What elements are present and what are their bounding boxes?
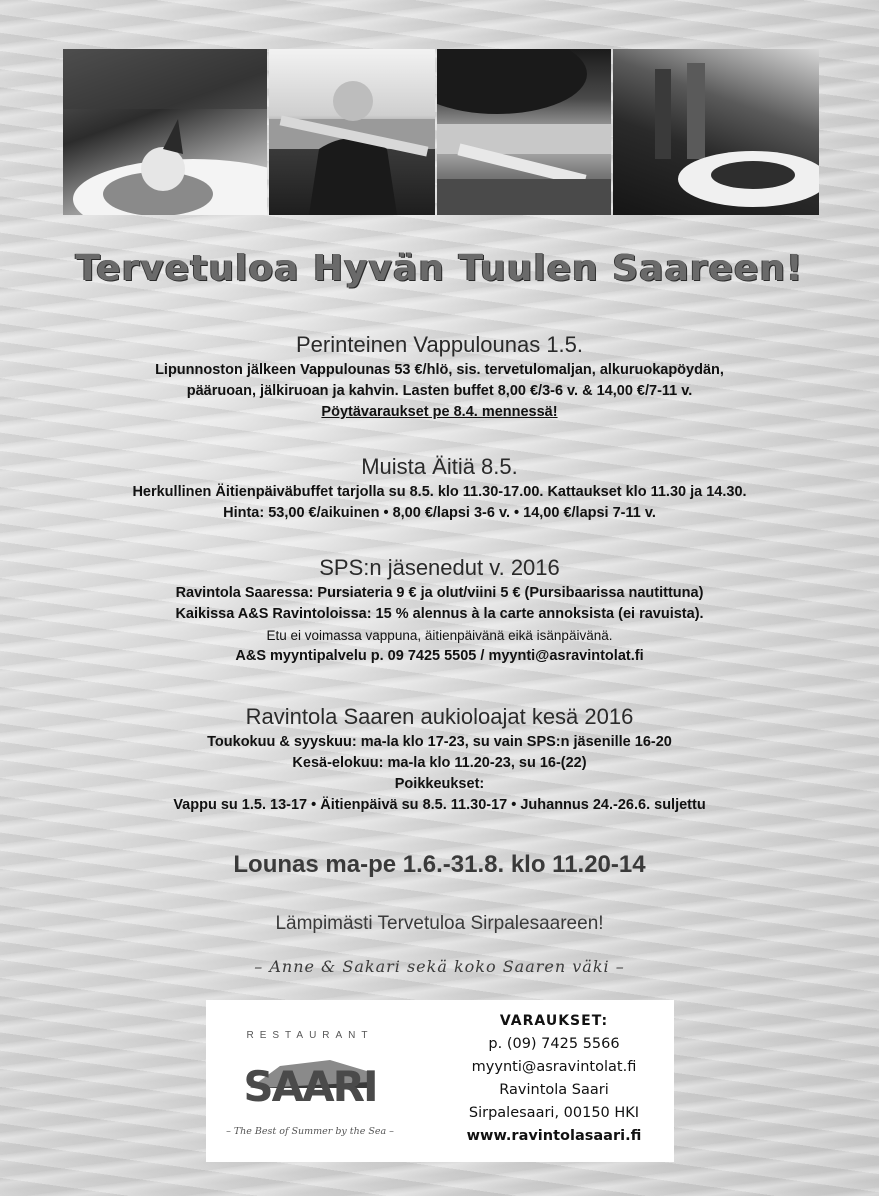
logo-restaurant-text: RESTAURANT bbox=[246, 1030, 374, 1041]
fish-dish-photo bbox=[613, 49, 819, 215]
contact-address: Sirpalesaari, 00150 HKI bbox=[468, 1105, 640, 1121]
photo-strip bbox=[63, 49, 819, 215]
contact-phone: p. (09) 7425 5566 bbox=[488, 1036, 620, 1052]
lounas-hours: Lounas ma-pe 1.6.-31.8. klo 11.20-14 bbox=[233, 851, 646, 878]
welcome-text: Lämpimästi Tervetuloa Sirpalesaareen! bbox=[275, 913, 604, 934]
hours-line-1: Toukokuu & syyskuu: ma-la klo 17-23, su vain SPS:n jäsenille 16-20 bbox=[207, 734, 672, 750]
contact-website[interactable]: www.ravintolasaari.fi bbox=[466, 1128, 642, 1144]
contact-card bbox=[206, 1000, 674, 1162]
sps-line-4: A&S myyntipalvelu p. 09 7425 5505 / myynti@asravintolat.fi bbox=[235, 648, 644, 664]
vappu-line-1: Lipunnoston jälkeen Vappulounas 53 €/hlö, sis. tervetulomaljan, alkuruokapöydän, bbox=[155, 362, 724, 378]
sps-section bbox=[0, 553, 879, 667]
signature: – Anne & Sakari sekä koko Saaren väki – bbox=[254, 957, 625, 976]
sps-heading: SPS:n jäsenedut v. 2016 bbox=[319, 555, 560, 580]
contact-info bbox=[444, 1010, 664, 1148]
logo-tagline: – The Best of Summer by the Sea – bbox=[226, 1126, 394, 1137]
aiti-heading: Muista Äitiä 8.5. bbox=[361, 454, 518, 479]
logo-name: SAARI bbox=[243, 1062, 377, 1111]
vappu-heading: Perinteinen Vappulounas 1.5. bbox=[295, 332, 584, 357]
contact-name: Ravintola Saari bbox=[499, 1082, 609, 1098]
aiti-line-1: Herkullinen Äitienpäiväbuffet tarjolla su 8.5. klo 11.30-17.00. Kattaukset klo 11.30 ja 14.30. bbox=[132, 484, 747, 500]
seaside-terrace-photo bbox=[437, 49, 611, 215]
aiti-line-2: Hinta: 53,00 €/aikuinen • 8,00 €/lapsi 3-6 v. • 14,00 €/lapsi 7-11 v. bbox=[223, 505, 656, 521]
sps-line-2: Kaikissa A&S Ravintoloissa: 15 % alennus à la carte annoksista (ei ravuista). bbox=[175, 606, 704, 622]
hours-line-4: Vappu su 1.5. 13-17 • Äitienpäivä su 8.5. 11.30-17 • Juhannus 24.-26.6. suljettu bbox=[173, 797, 706, 813]
saari-logo bbox=[220, 1022, 400, 1142]
vappu-reservation-note: Pöytävaraukset pe 8.4. mennessä! bbox=[321, 404, 558, 420]
vappu-line-2: pääruoan, jälkiruoan ja kahvin. Lasten buffet 8,00 €/3-6 v. & 14,00 €/7-11 v. bbox=[186, 383, 693, 399]
sps-line-1: Ravintola Saaressa: Pursiateria 9 € ja olut/viini 5 € (Pursibaarissa nautittuna) bbox=[175, 585, 704, 601]
contact-heading: VARAUKSET: bbox=[499, 1013, 609, 1029]
plated-dish-photo bbox=[63, 49, 267, 215]
chef-photo bbox=[269, 49, 435, 215]
hours-heading: Ravintola Saaren aukioloajat kesä 2016 bbox=[245, 704, 634, 729]
vappu-section bbox=[0, 330, 879, 423]
aiti-section bbox=[0, 452, 879, 524]
hours-line-3: Poikkeukset: bbox=[394, 776, 485, 792]
contact-email[interactable]: myynti@asravintolat.fi bbox=[471, 1059, 637, 1075]
hours-line-2: Kesä-elokuu: ma-la klo 11.20-23, su 16-(22) bbox=[292, 755, 587, 771]
hours-section bbox=[0, 702, 879, 816]
sps-line-3: Etu ei voimassa vappuna, äitienpäivänä eikä isänpäivänä. bbox=[266, 628, 613, 643]
main-title: Tervetuloa Hyvän Tuulen Saareen! bbox=[75, 248, 804, 289]
